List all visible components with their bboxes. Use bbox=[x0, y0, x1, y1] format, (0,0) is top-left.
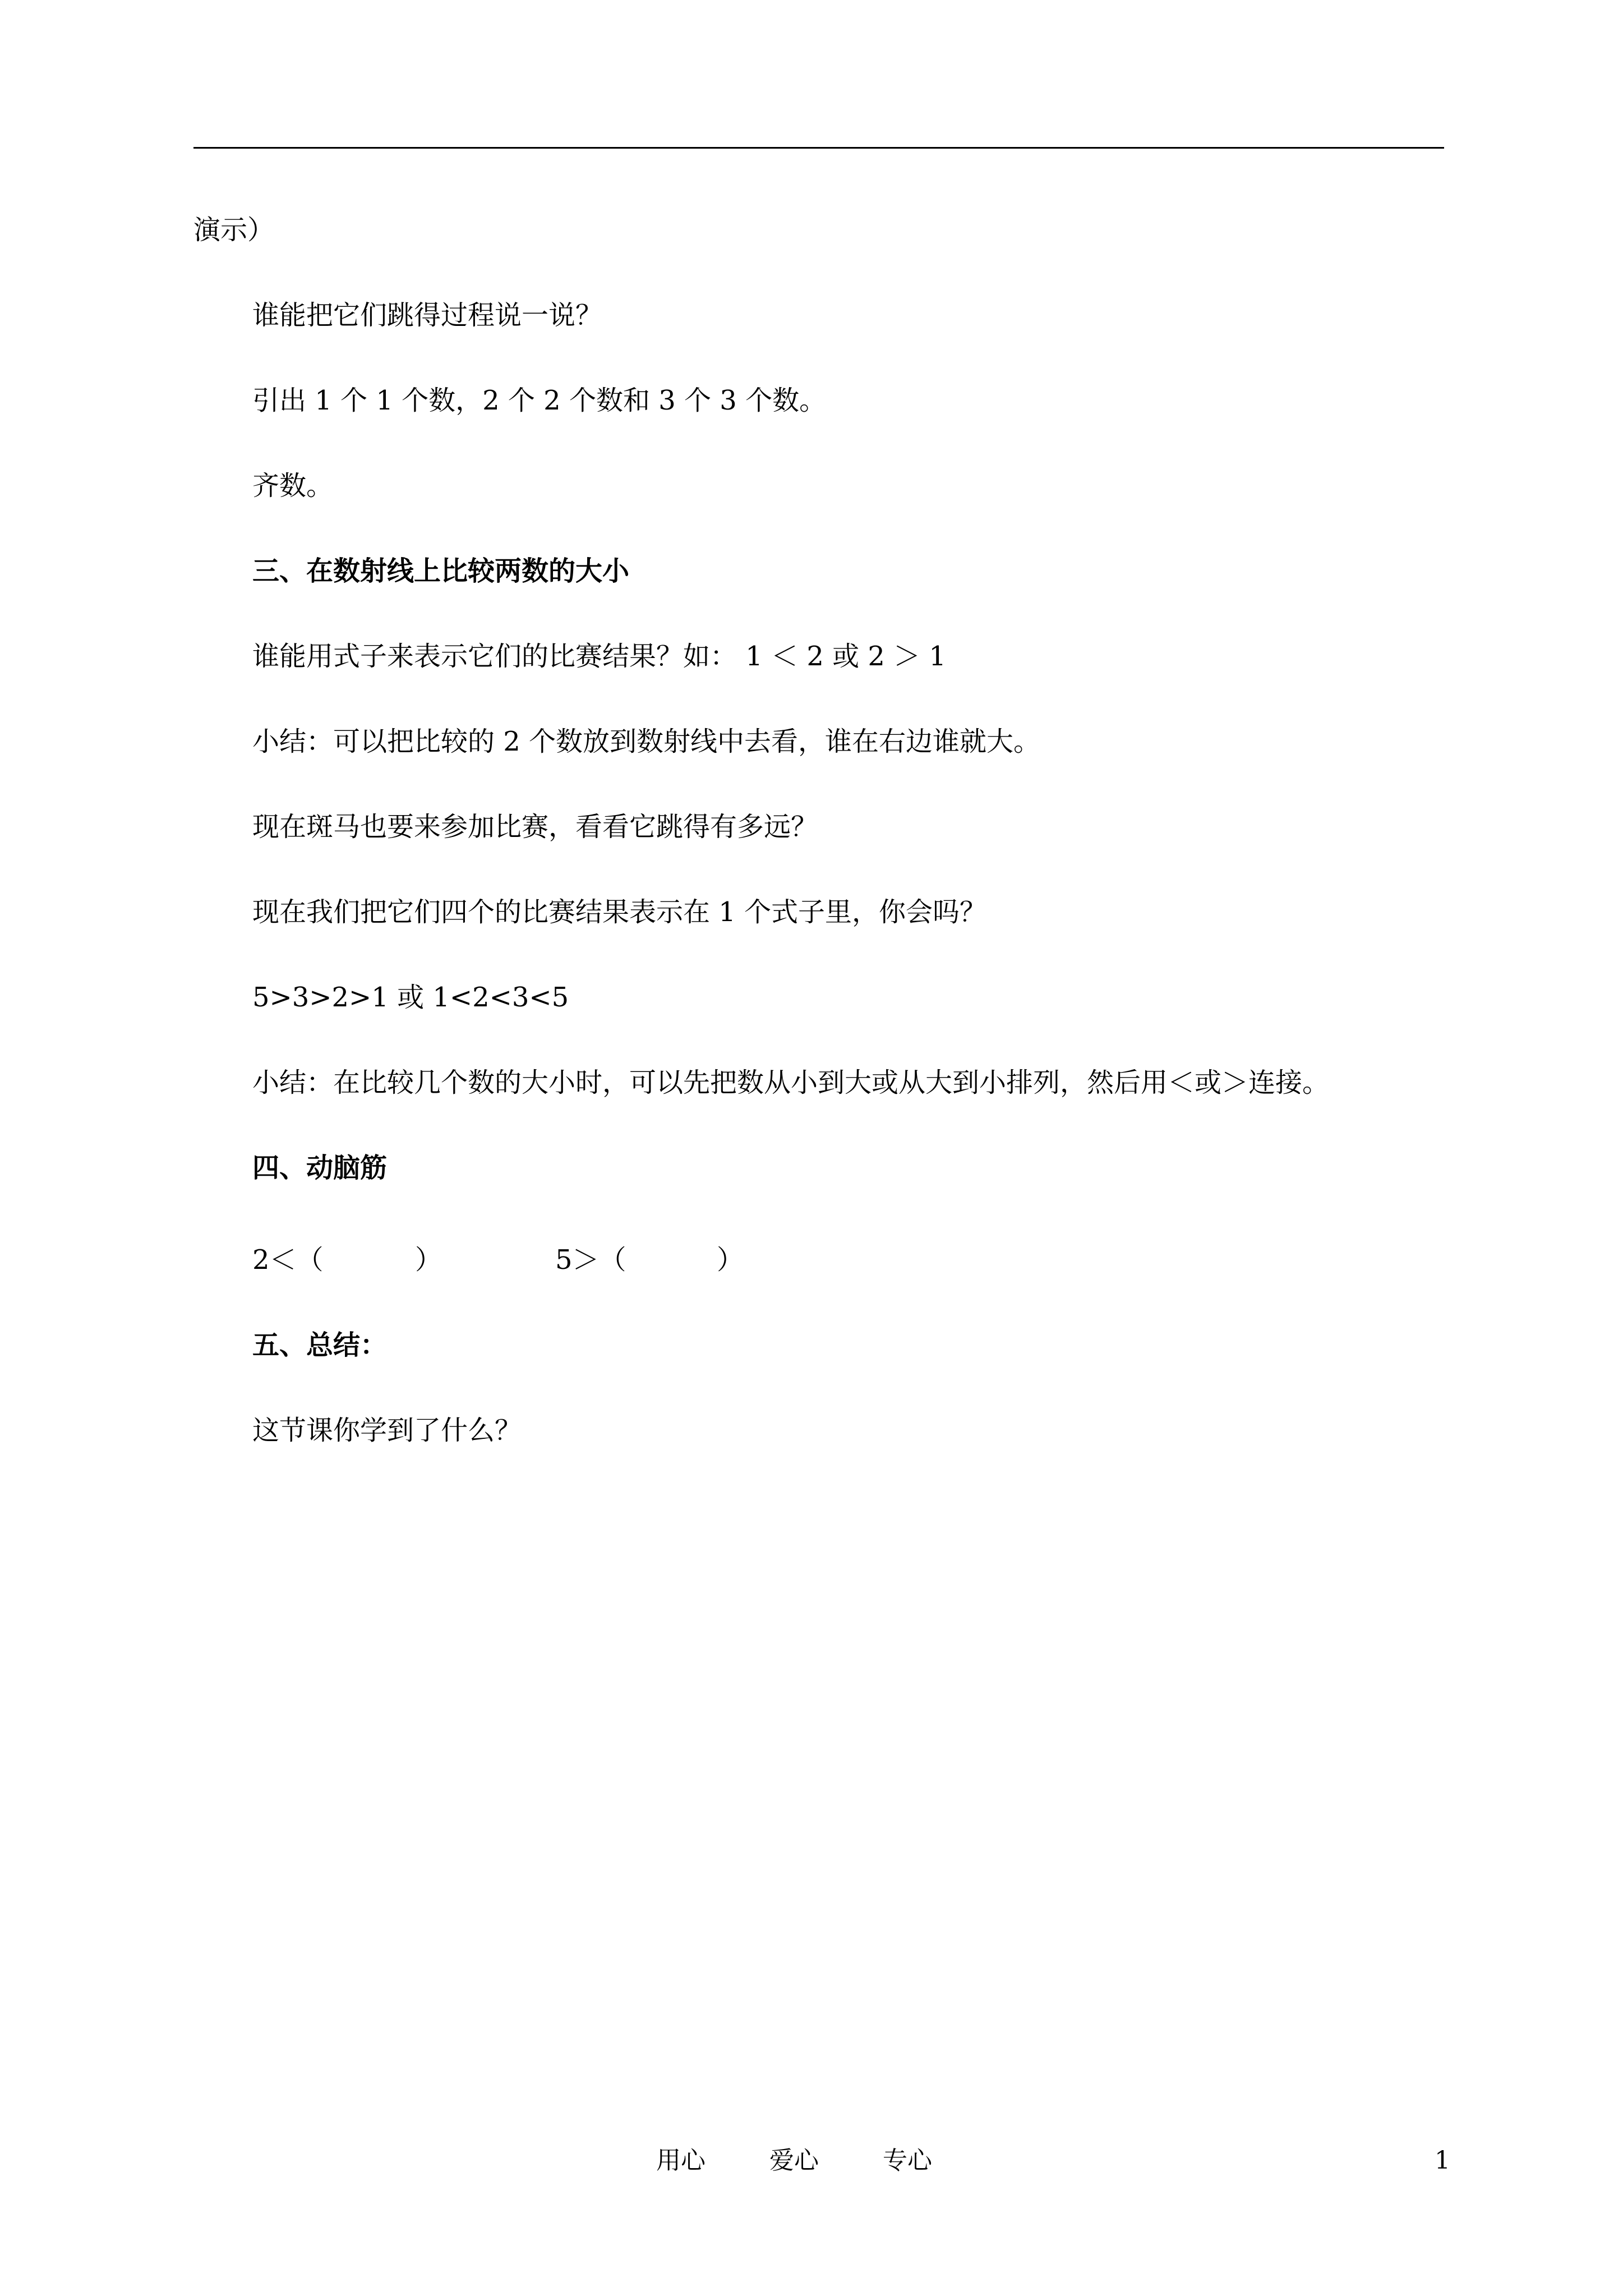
paragraph-demo: 演示） bbox=[193, 214, 275, 246]
paragraph-summary-1: 小结：可以把比较的 2 个数放到数射线中去看，谁在右边谁就大。 bbox=[252, 726, 1041, 757]
paragraph-summary-2: 小结：在比较几个数的大小时，可以先把数从小到大或从大到小排列，然后用＜或＞连接。 bbox=[252, 1067, 1330, 1098]
section-heading-3: 三、在数射线上比较两数的大小 bbox=[252, 555, 630, 587]
exercise-2-left: 5＞（ bbox=[555, 1244, 626, 1276]
paragraph-four-results: 现在我们把它们四个的比赛结果表示在 1 个式子里，你会吗？ bbox=[252, 896, 987, 928]
page-number: 1 bbox=[1435, 2146, 1450, 2175]
exercise-2-right: ） bbox=[717, 1244, 744, 1276]
paragraph-zebra: 现在斑马也要来参加比赛，看看它跳得有多远？ bbox=[252, 811, 818, 843]
header-rule bbox=[193, 147, 1444, 149]
footer-motto-2: 爱心 bbox=[769, 2146, 819, 2175]
paragraph-counting: 引出 1 个 1 个数，2 个 2 个数和 3 个 3 个数。 bbox=[252, 385, 827, 416]
exercise-1-right: ） bbox=[415, 1244, 442, 1276]
paragraph-count-together: 齐数。 bbox=[252, 470, 334, 501]
section-heading-4: 四、动脑筋 bbox=[252, 1152, 388, 1184]
paragraph-expression-question: 谁能用式子来表示它们的比赛结果？如： 1 ＜ 2 或 2 ＞ 1 bbox=[252, 641, 946, 672]
footer-motto-3: 专心 bbox=[883, 2146, 932, 2175]
paragraph-inequality-chain: 5>3>2>1 或 1<2<3<5 bbox=[252, 982, 569, 1013]
footer-motto-1: 用心 bbox=[656, 2146, 706, 2175]
exercise-1-left: 2＜（ bbox=[252, 1244, 324, 1276]
paragraph-what-learned: 这节课你学到了什么？ bbox=[252, 1415, 522, 1446]
paragraph-question-process: 谁能把它们跳得过程说一说？ bbox=[252, 300, 603, 331]
section-heading-5: 五、总结： bbox=[252, 1329, 388, 1361]
